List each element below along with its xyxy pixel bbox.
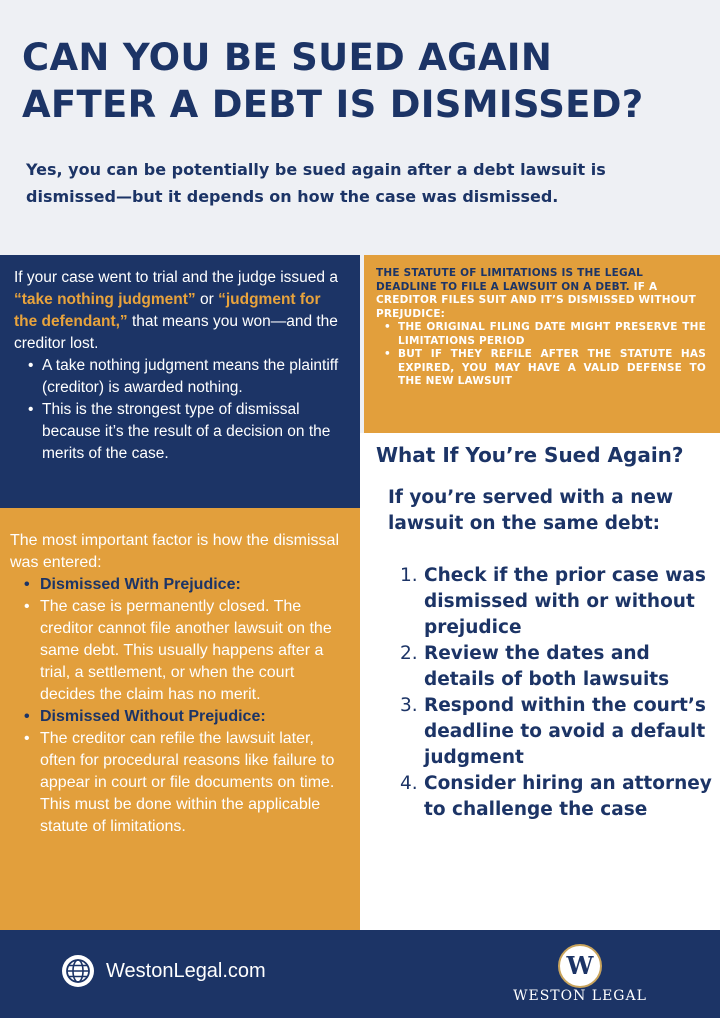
without-prejudice-label: • Dismissed Without Prejudice:: [24, 706, 350, 728]
sued-again-steps: [400, 563, 712, 823]
step-item: [400, 641, 712, 693]
step-text: Consider hiring an attorney to challenge the case: [424, 773, 712, 820]
statute-lead: [376, 267, 706, 321]
step-number: 4.: [400, 773, 418, 794]
step-text: Check if the prior case was dismissed with or without prejudice: [424, 565, 706, 638]
step-number: 3.: [400, 695, 418, 716]
globe-icon-svg: [62, 955, 94, 987]
statute-bullet: • THE ORIGINAL FILING DATE MIGHT PRESERVE THE LIMITATIONS PERIOD: [384, 321, 706, 348]
sued-again-section: [360, 433, 720, 930]
step-item: [400, 693, 712, 771]
logo-text: WESTON LEGAL: [513, 988, 647, 1004]
globe-icon: [62, 955, 94, 987]
step-number: 2.: [400, 643, 418, 664]
dismissal-bullets: [24, 574, 350, 838]
trial-bullet: • This is the strongest type of dismissal because it’s the result of a decision on the merits of the case.: [28, 399, 348, 465]
weston-legal-logo: [558, 944, 602, 988]
website-link[interactable]: WestonLegal.com: [106, 960, 266, 982]
statute-bullet: • BUT IF THEY REFILE AFTER THE STATUTE HAS EXPIRED, YOU MAY HAVE A VALID DEFENSE TO THE NEW LAWSUIT: [384, 348, 706, 389]
with-prejudice-text: • The case is permanently closed. The creditor cannot file another lawsuit on the same debt. This usually happens after a trial, a settlement, or when the court decides the claim has no merit.: [24, 596, 350, 706]
footer: [0, 930, 720, 1018]
trial-bullet: • A take nothing judgment means the plaintiff (creditor) is awarded nothing.: [28, 355, 348, 399]
trial-intro: [14, 267, 348, 355]
title-line-2: AFTER A DEBT IS DISMISSED?: [22, 83, 644, 126]
dismissal-intro: The most important factor is how the dismissal was entered:: [10, 532, 340, 571]
logo-letter: W: [566, 951, 594, 980]
header: [0, 0, 720, 250]
step-item: [400, 771, 712, 823]
trial-judgment-box: [0, 255, 360, 508]
trial-intro-text-1: If your case went to trial and the judge issued a: [14, 269, 338, 286]
trial-bullets: [28, 355, 348, 465]
statute-bullets: [384, 321, 706, 389]
sued-again-intro: If you’re served with a new lawsuit on the same debt:: [388, 487, 674, 534]
statute-lead-text: THE STATUTE OF LIMITATIONS IS THE LEGAL DEADLINE TO FILE A LAWSUIT ON A DEBT.: [376, 267, 644, 293]
trial-intro-text-2: or: [195, 291, 219, 308]
step-text: Review the dates and details of both lawsuits: [424, 643, 670, 690]
statute-of-limitations-box: [364, 255, 720, 433]
page-title: [22, 34, 702, 128]
step-number: 1.: [400, 565, 418, 586]
judgment-for-defendant-highlight: “judgment for the defendant,”: [14, 291, 321, 330]
take-nothing-judgment-highlight: “take nothing judgment”: [14, 291, 196, 308]
step-text: Respond within the court’s deadline to avoid a default judgment: [424, 695, 706, 768]
dismissal-type-box: [0, 508, 360, 930]
with-prejudice-label: • Dismissed With Prejudice:: [24, 574, 350, 596]
title-line-1: CAN YOU BE SUED AGAIN: [22, 36, 553, 79]
step-item: [400, 563, 712, 641]
page-subtitle: Yes, you can be potentially be sued again after a debt lawsuit is dismissed—but it depends on how the case was dismissed.: [26, 160, 606, 206]
without-prejudice-text: • The creditor can refile the lawsuit later, often for procedural reasons like failure to appear in court or file documents on time. This must be done within the applicable statute of limitations.: [24, 728, 350, 838]
statute-continued-text: IF A CREDITOR FILES SUIT AND IT’S DISMISSED WITHOUT PREJUDICE:: [376, 280, 696, 320]
sued-again-heading: What If You’re Sued Again?: [376, 443, 684, 467]
trial-intro-text-3: that means you won—and the creditor lost.: [14, 313, 338, 352]
